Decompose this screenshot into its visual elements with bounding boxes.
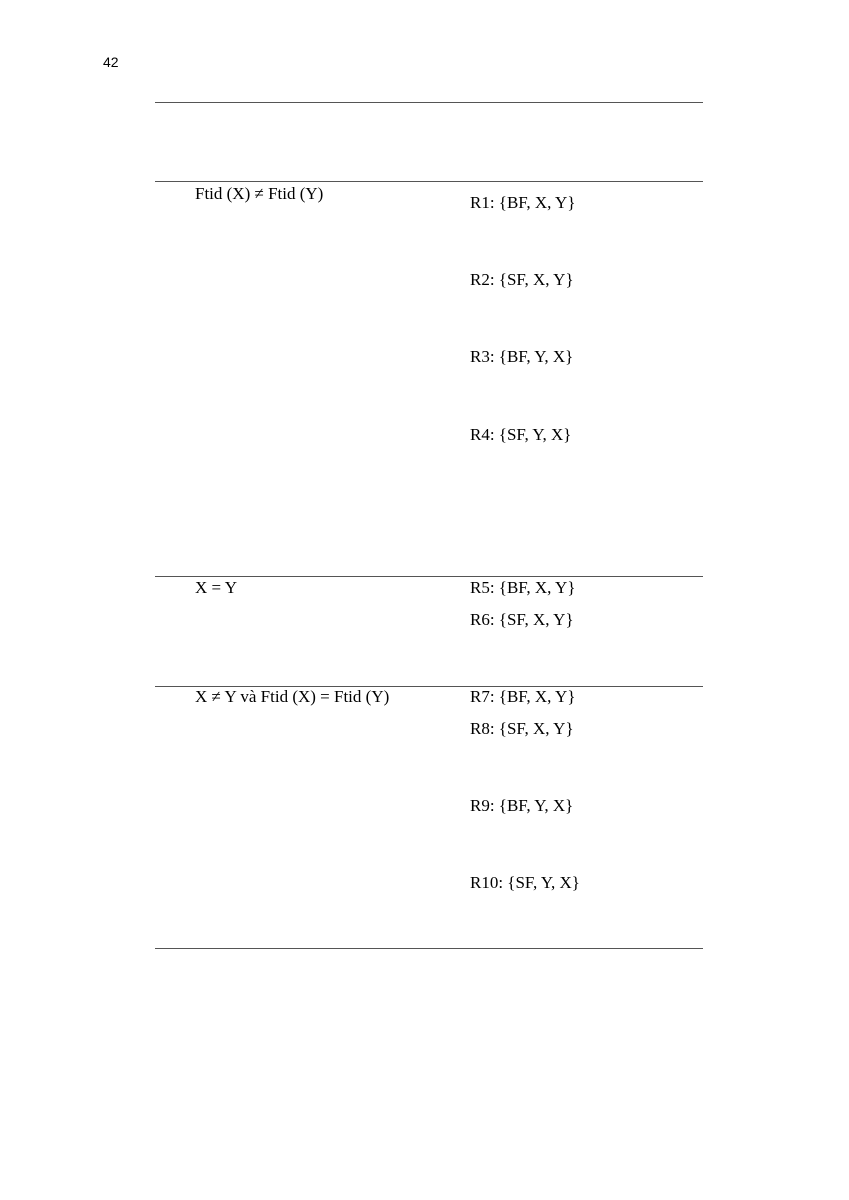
rule-entry: R2: {SF, X, Y}: [470, 270, 574, 289]
rule-entry: R9: {BF, Y, X}: [470, 796, 574, 815]
table-top-rule: [155, 102, 703, 103]
rule-entry: R5: {BF, X, Y}: [470, 578, 576, 597]
table-header-rule: [155, 181, 703, 182]
rule-entry: R6: {SF, X, Y}: [470, 610, 574, 629]
group-condition: X = Y: [195, 578, 238, 597]
group-condition: Ftid (X) ≠ Ftid (Y): [195, 184, 324, 203]
page-number: 42: [103, 54, 119, 70]
rule-entry: R10: {SF, Y, X}: [470, 873, 580, 892]
rule-entry: R3: {BF, Y, X}: [470, 347, 574, 366]
rule-entry: R7: {BF, X, Y}: [470, 687, 576, 706]
group-divider-rule: [155, 576, 703, 577]
group-condition: X ≠ Y và Ftid (X) = Ftid (Y): [195, 687, 390, 706]
table-bottom-rule: [155, 948, 703, 949]
rule-entry: R1: {BF, X, Y}: [470, 193, 576, 212]
rule-entry: R8: {SF, X, Y}: [470, 719, 574, 738]
rule-entry: R4: {SF, Y, X}: [470, 425, 572, 444]
